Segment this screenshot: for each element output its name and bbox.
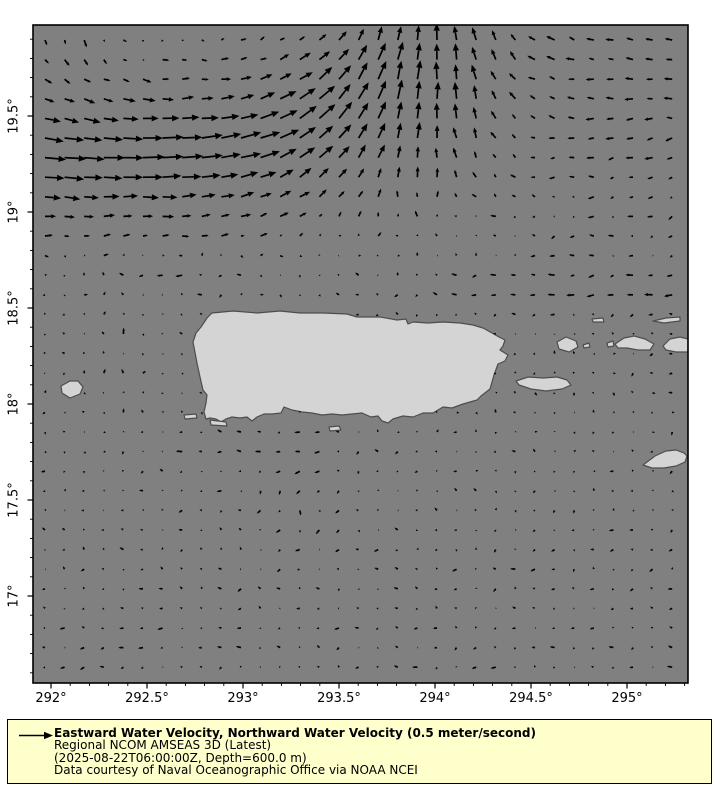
y-tick-label: 17° xyxy=(6,584,22,608)
legend-time-depth-line: (2025-08-22T06:00:00Z, Depth=600.0 m) xyxy=(54,750,307,765)
legend-model-line: Regional NCOM AMSEAS 3D (Latest) xyxy=(54,738,272,753)
x-tick-label: 293.5° xyxy=(317,691,361,706)
x-tick-label: 294.5° xyxy=(509,691,553,706)
legend-title: Eastward Water Velocity, Northward Water Velocity (0.5 meter/second) xyxy=(54,726,536,740)
x-tick-label: 295° xyxy=(611,691,643,706)
legend-box xyxy=(7,719,712,784)
y-tick-label: 18.5° xyxy=(6,290,22,326)
legend-key-arrow-icon xyxy=(18,729,54,742)
y-tick-label: 17.5° xyxy=(6,482,22,518)
x-tick-label: 294° xyxy=(419,691,451,706)
x-tick-label: 292° xyxy=(35,691,67,706)
x-tick-label: 292.5° xyxy=(125,691,169,706)
y-tick-label: 18° xyxy=(6,392,22,416)
land-speck-e1 xyxy=(592,318,604,322)
land-caja-de-muertos xyxy=(329,426,341,431)
y-tick-label: 19° xyxy=(6,200,22,224)
land-speck-sw1 xyxy=(184,414,197,419)
x-tick-label: 293° xyxy=(227,691,259,706)
legend-text-block xyxy=(54,727,536,777)
legend-credit-line: Data courtesy of Naval Oceanographic Office via NOAA NCEI xyxy=(54,763,418,778)
y-tick-label: 19.5° xyxy=(6,98,22,134)
